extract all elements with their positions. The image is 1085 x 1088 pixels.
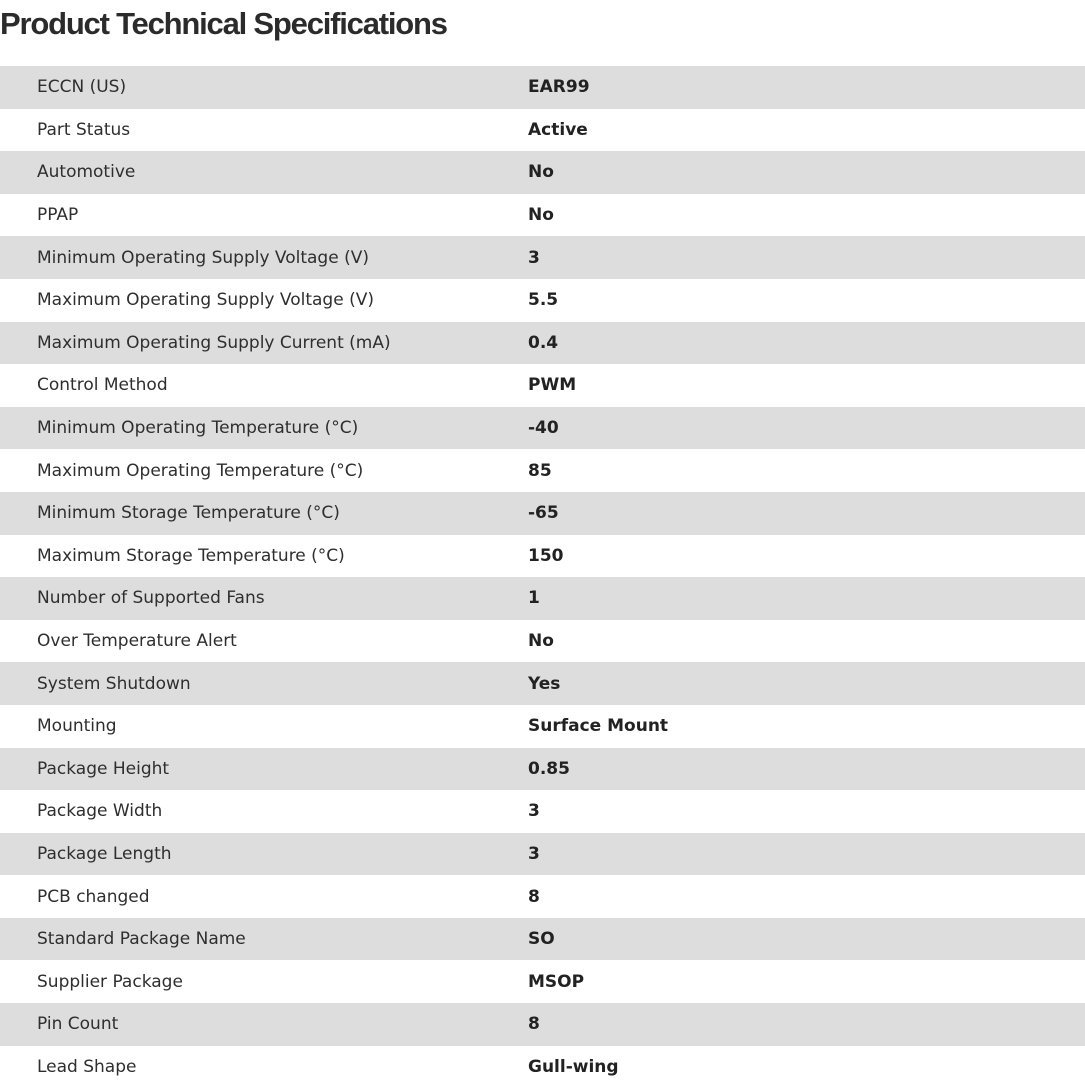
spec-value: Surface Mount [528,716,669,737]
spec-value: No [528,205,554,226]
spec-value: EAR99 [528,77,590,98]
spec-row-package-height [0,748,1085,791]
spec-value: 1 [528,588,540,609]
spec-value: 5.5 [528,290,559,311]
spec-value: No [528,631,554,652]
spec-row-min-supply-voltage [0,236,1085,279]
spec-label: System Shutdown [37,673,191,694]
spec-label: Minimum Operating Supply Voltage (V) [37,247,369,268]
spec-value: Gull-wing [528,1056,619,1077]
spec-table [0,66,1085,1088]
spec-row-package-width [0,790,1085,833]
spec-row-min-storage-temp [0,492,1085,535]
spec-label: Part Status [37,119,131,140]
spec-row-eccn [0,66,1085,109]
spec-row-max-supply-voltage [0,279,1085,322]
spec-value: 85 [528,460,552,481]
spec-row-supplier-package [0,960,1085,1003]
spec-row-automotive [0,151,1085,194]
spec-value: 3 [528,247,540,268]
spec-value: 0.4 [528,332,559,353]
spec-label: Package Length [37,843,172,864]
spec-row-part-status [0,109,1085,152]
spec-row-standard-package-name [0,918,1085,961]
spec-row-over-temp-alert [0,620,1085,663]
spec-value: No [528,162,554,183]
spec-label: Over Temperature Alert [37,631,237,652]
spec-label: Maximum Operating Supply Current (mA) [37,332,391,353]
spec-row-lead-shape [0,1046,1085,1088]
spec-label: PPAP [37,205,79,226]
spec-row-pin-count [0,1003,1085,1046]
spec-label: Automotive [37,162,136,183]
spec-row-package-length [0,833,1085,876]
spec-label: PCB changed [37,886,150,907]
spec-row-supported-fans [0,577,1085,620]
spec-row-max-supply-current [0,322,1085,365]
spec-label: Lead Shape [37,1056,137,1077]
spec-value: 150 [528,545,564,566]
spec-label: ECCN (US) [37,77,127,98]
spec-value: PWM [528,375,577,396]
spec-row-min-operating-temp [0,407,1085,450]
spec-value: Yes [528,673,561,694]
spec-label: Pin Count [37,1014,119,1035]
spec-row-control-method [0,364,1085,407]
spec-label: Number of Supported Fans [37,588,265,609]
spec-label: Minimum Storage Temperature (°C) [37,503,340,524]
spec-label: Maximum Operating Temperature (°C) [37,460,364,481]
spec-label: Control Method [37,375,168,396]
spec-value: 8 [528,1014,540,1035]
spec-value: -40 [528,418,559,439]
spec-label: Maximum Operating Supply Voltage (V) [37,290,374,311]
spec-row-max-storage-temp [0,535,1085,578]
spec-label: Package Width [37,801,163,822]
spec-value: Active [528,119,588,140]
spec-row-pcb-changed [0,875,1085,918]
spec-value: 3 [528,843,540,864]
spec-value: 0.85 [528,758,570,779]
spec-label: Minimum Operating Temperature (°C) [37,418,359,439]
spec-value: MSOP [528,971,585,992]
spec-row-max-operating-temp [0,449,1085,492]
spec-row-system-shutdown [0,662,1085,705]
spec-row-ppap [0,194,1085,237]
spec-label: Maximum Storage Temperature (°C) [37,545,345,566]
spec-value: 8 [528,886,540,907]
spec-label: Standard Package Name [37,929,246,950]
spec-label: Mounting [37,716,117,737]
spec-label: Supplier Package [37,971,183,992]
spec-value: -65 [528,503,559,524]
page-title: Product Technical Specifications [0,6,447,41]
spec-row-mounting [0,705,1085,748]
spec-value: SO [528,929,555,950]
spec-value: 3 [528,801,540,822]
spec-label: Package Height [37,758,170,779]
